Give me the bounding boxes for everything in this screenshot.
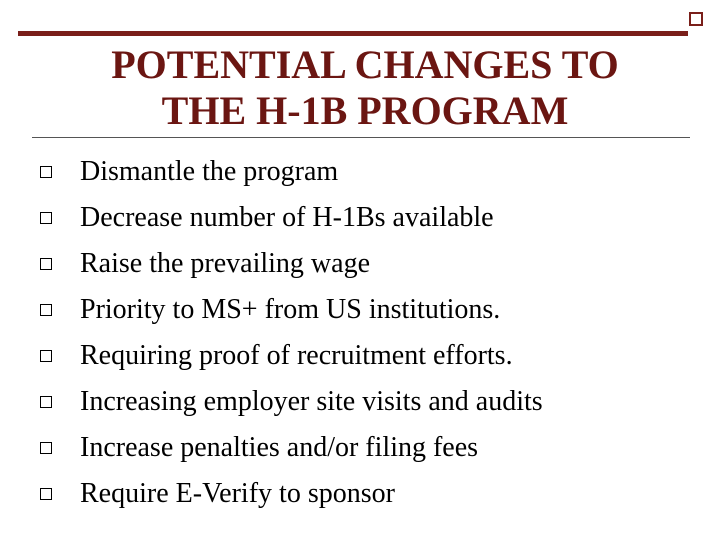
bullet-item [40,241,543,287]
hollow-square-bullet-icon [40,212,52,224]
bullet-item [40,379,543,425]
title-underline-rule [32,137,690,138]
bullet-item [40,471,543,517]
bullet-text: Decrease number of H-1Bs available [80,202,494,233]
title-line-1: POTENTIAL CHANGES TO [111,42,619,87]
bullet-list [40,149,543,517]
hollow-square-bullet-icon [40,350,52,362]
bullet-text: Priority to MS+ from US institutions. [80,294,501,325]
hollow-square-bullet-icon [40,166,52,178]
corner-square-decoration [689,12,703,26]
bullet-item [40,149,543,195]
title-line-2: THE H-1B PROGRAM [161,88,569,133]
hollow-square-bullet-icon [40,258,52,270]
bullet-text: Requiring proof of recruitment efforts. [80,340,513,371]
bullet-text: Increasing employer site visits and audits [80,386,543,417]
hollow-square-bullet-icon [40,396,52,408]
bullet-item [40,195,543,241]
bullet-text: Raise the prevailing wage [80,248,371,279]
bullet-item [40,333,543,379]
slide-title [40,42,690,134]
bullet-item [40,287,543,333]
bullet-text: Dismantle the program [80,156,339,187]
bullet-text: Increase penalties and/or filing fees [80,432,479,463]
hollow-square-bullet-icon [40,488,52,500]
bullet-item [40,425,543,471]
hollow-square-bullet-icon [40,304,52,316]
top-accent-bar [18,31,688,36]
bullet-text: Require E-Verify to sponsor [80,478,395,509]
hollow-square-bullet-icon [40,442,52,454]
